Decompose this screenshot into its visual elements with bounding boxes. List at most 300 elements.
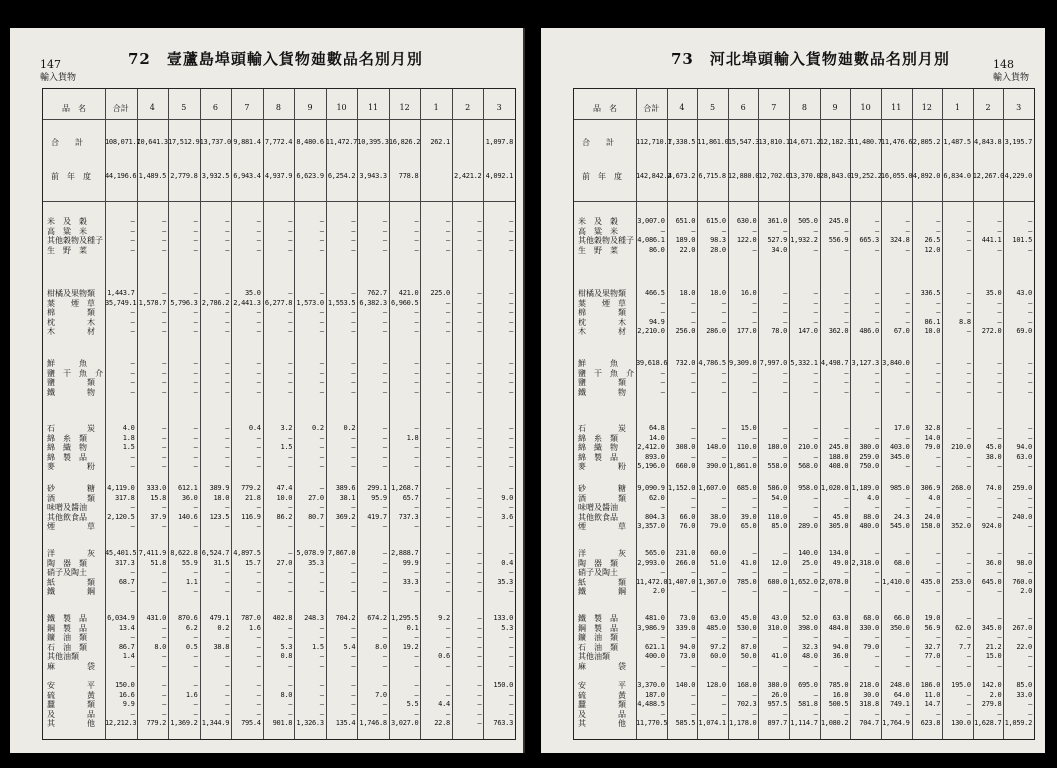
table-cell: 389.6 38.1 — 369.2 — <box>335 484 356 530</box>
table-cell: — — — — <box>130 217 135 254</box>
table-cell: — — 45.0 38.0 — <box>985 424 1002 470</box>
table-cell: 674.2 — — 8.0 — — <box>367 614 387 670</box>
table-cell: 140.0 25.0 — 1,652.0 — <box>790 549 818 595</box>
table-cell: — — — — <box>509 217 513 254</box>
table-cell: — — 308.0 — 660.0 <box>675 424 696 470</box>
table-cell: — — — — <box>256 359 261 396</box>
table-cell: 3,007.0 — 4,086.1 86.0 <box>637 217 665 254</box>
table-cell: — — — — — <box>477 681 482 727</box>
table-cell: — — 101.5 — <box>1012 217 1032 254</box>
page-number: 148 <box>993 58 1014 71</box>
table-cell: 1,152.0 — — 66.0 76.0 <box>667 484 696 530</box>
table-cell: — — — — <box>445 217 450 254</box>
table-cell: 45,401.5 317.3 — 68.7 — <box>105 549 137 595</box>
table-cell: 1,295.5 0.1 — 19.2 — — <box>390 614 419 670</box>
table-cell: 17,512.9 <box>168 138 200 146</box>
table-cell: — — 665.3 — <box>859 217 879 254</box>
table-cell: — — — — 67.0 <box>893 289 910 335</box>
table-cell: — — — — — <box>382 424 387 470</box>
table-cell: 985.0 — — 24.3 545.0 <box>889 484 910 530</box>
table-cell: 73.0 339.0 — 94.0 73.0 — <box>675 614 696 670</box>
table-cell: 1,489.5 <box>138 172 167 180</box>
table-cell: 7,997.0 — — — <box>759 359 788 396</box>
table-cell: 1,097.8 <box>485 138 513 146</box>
table-cell: 168.0 — 702.3 — 1,178.0 <box>729 681 757 727</box>
table-title: 73 河北埠頭輸入貨物廸數品名別月別 <box>671 50 950 68</box>
table-cell: 7,411.9 51.8 — — — <box>138 549 167 595</box>
table-cell: — — — — 779.2 <box>146 681 167 727</box>
table-cell: 651.0 — 189.0 22.0 <box>675 217 696 254</box>
row-label: 合 計 <box>51 138 83 147</box>
table-cell: — — — — — <box>477 424 482 470</box>
table-cell: 0.2 — — — — <box>343 424 356 470</box>
table-cell: — — — — <box>445 359 450 396</box>
table-cell: 85.0 33.0 — — 1,059.2 <box>1004 681 1032 727</box>
column-header: 10 <box>336 103 347 112</box>
table-cell: 306.9 4.0 — 24.0 158.0 <box>920 484 941 530</box>
column-header: 12 <box>399 103 410 112</box>
table-cell: — — 180.0 — 558.0 <box>767 424 788 470</box>
table-cell: — — 245.0 188.0 408.0 <box>828 424 849 470</box>
table-cell: 4,892.0 <box>912 172 941 180</box>
table-cell: 361.0 — 527.9 34.0 <box>767 217 788 254</box>
table-cell: 2,805.2 <box>912 138 941 146</box>
table-cell: 225.0 — — — — <box>430 289 450 335</box>
table-cell: — — 210.0 — 568.0 <box>798 424 818 470</box>
column-header: 3 <box>496 103 502 112</box>
table-cell: 762.7 6,382.3 — — — <box>359 289 387 335</box>
table-cell: 43.0 — — — 69.0 <box>1016 289 1032 335</box>
page-number: 147 <box>40 58 61 71</box>
table-cell: 4.0 1.8 1.5 — — <box>122 424 135 470</box>
table-cell: 19,252.2 <box>850 172 882 180</box>
table-cell: 66.0 350.0 — — — — <box>889 614 910 670</box>
table-cell: 11,861.0 <box>697 138 729 146</box>
header-rule <box>43 119 515 120</box>
table-cell: 39,618.6 — — — <box>636 359 668 396</box>
table-cell: — — — — <box>477 359 482 396</box>
table-cell: 6,524.7 31.5 — — — <box>201 549 230 595</box>
table-cell: 3,127.3 — — — <box>851 359 879 396</box>
group-labels: 石 炭 綿 糸 類 綿 織 物 綿 製 品 麥 粉 <box>578 424 626 471</box>
table-cell: 7,772.4 <box>264 138 293 146</box>
table-cell: 4,897.5 15.7 — — — <box>233 549 261 595</box>
table-cell: 17.0 — 403.0 345.0 — <box>889 424 910 470</box>
table-cell: 6,034.9 13.4 — 86.7 1.4 — <box>107 614 135 670</box>
table-cell: — — — — — <box>225 424 230 470</box>
row-label: 合 計 <box>582 138 614 147</box>
table-cell: — — — — <box>382 217 387 254</box>
group-labels: 洋 灰 陶 器 類 硝子及陶土 紙 類 鐵 鋼 <box>47 549 95 596</box>
column-header: 3 <box>1016 103 1022 112</box>
table-cell: 1,268.7 65.7 — 737.3 — <box>390 484 419 530</box>
section-label: 輸入貨物 <box>40 73 77 83</box>
table-cell: 4,498.7 — — — <box>820 359 849 396</box>
table-cell: 7,338.5 <box>667 138 696 146</box>
row-label: 前 年 度 <box>51 172 91 181</box>
table-cell: 615.0 — 98.3 28.0 <box>706 217 726 254</box>
table-cell: 142.0 2.0 279.8 — 1,628.7 <box>973 681 1002 727</box>
table-cell: 18.0 — — — 286.0 <box>706 289 726 335</box>
table-cell: — 0.4 — 35.3 — <box>497 549 513 595</box>
column-header: 7 <box>244 103 250 112</box>
table-cell: — — — — <box>288 359 293 396</box>
table-cell: 68.0 330.0 — 79.0 — — <box>859 614 879 670</box>
table-cell: 380.0 26.0 957.5 — 897.7 <box>767 681 788 727</box>
table-cell: — — — — <box>351 217 356 254</box>
table-cell: 3,943.3 <box>359 172 387 180</box>
table-cell: 28,843.0 <box>819 172 852 180</box>
table-cell: 5,078.9 35.3 — — — <box>296 549 324 595</box>
table-cell: 268.0 — — — 352.0 <box>951 484 971 530</box>
left-page <box>10 28 523 753</box>
row-label: 前 年 度 <box>582 172 622 181</box>
table-cell: — — — — — <box>162 424 167 470</box>
table-cell: 133.0 5.3 — — — — <box>493 614 513 670</box>
summary-rule <box>574 201 1034 202</box>
group-labels: 鮮 魚 鹽 干 魚 介 鹽 類 鐵 物 <box>578 359 634 397</box>
group-labels: 鮮 魚 鹽 干 魚 介 鹽 類 鐵 物 <box>47 359 103 397</box>
table-cell: — — — — — <box>445 424 450 470</box>
table-cell: 479.1 0.2 — 38.8 — — <box>209 614 230 670</box>
table-cell: — — — — — — <box>477 614 482 670</box>
table-cell: 128.0 — — — 1,074.1 <box>698 681 726 727</box>
group-labels: 米 及 穀 高 粱 米 其他穀物及種子 生 野 菜 <box>578 217 634 255</box>
table-cell: 6,943.4 <box>233 172 261 180</box>
table-cell: 44,196.6 <box>105 172 137 180</box>
table-cell: — — — — 486.0 <box>859 289 879 335</box>
table-cell: 6,254.2 <box>327 172 356 180</box>
table-cell: 16,055.0 <box>880 172 913 180</box>
table-cell: 218.0 30.0 318.8 — 704.7 <box>859 681 879 727</box>
table-cell: — — 5.5 — 3,027.0 <box>390 681 419 727</box>
table-cell: 505.0 — 1,932.2 — <box>790 217 818 254</box>
table-cell: 336.5 — — 86.1 10.0 <box>920 289 941 335</box>
column-header: 2 <box>465 103 471 112</box>
table-cell: 32.8 14.0 79.0 — — <box>924 424 941 470</box>
column-header: 5 <box>709 103 716 112</box>
table-cell: — — — — <box>193 217 198 254</box>
data-table <box>42 88 516 740</box>
table-cell: — 5,796.3 — — — <box>170 289 198 335</box>
group-labels: 柑橘及果物類 葉 煙 草 棉 類 枕 木 木 材 <box>578 289 626 336</box>
table-cell: 13,737.0 <box>199 138 231 146</box>
table-cell: — 27.0 — 80.7 — <box>308 484 324 530</box>
column-header: 5 <box>181 103 187 112</box>
group-labels: 砂 糖 酒 類 味噌及醬油 其他飲食品 煙 草 <box>47 484 95 531</box>
group-labels: 鐵 製 品 鋼 製 品 鑛 油 類 石 油 類 其他油類 麻 袋 <box>578 614 626 671</box>
table-cell: 134.0 49.0 — 2,078.0 — <box>820 549 849 595</box>
table-cell: 35.0 2,441.3 — — — <box>233 289 261 335</box>
table-cell: 2,421.2 <box>454 172 482 180</box>
group-labels: 砂 糖 酒 類 味噌及醬油 其他飲食品 煙 草 <box>578 484 626 531</box>
table-cell: — — — — <box>225 359 230 396</box>
table-cell: 4,786.5 — — — <box>698 359 726 396</box>
table-cell: — 12.0 — 680.0 — <box>767 549 788 595</box>
table-cell: — — — — 795.4 <box>241 681 261 727</box>
table-cell: — 1,553.5 — — — <box>327 289 356 335</box>
table-cell: — — — — 1,344.9 <box>201 681 230 727</box>
table-cell: — — 210.0 — — <box>951 424 971 470</box>
table-cell: 6,834.0 <box>943 172 971 180</box>
table-cell: 9.2 — — — 0.6 — <box>438 614 450 670</box>
column-header: 12 <box>921 103 932 112</box>
column-header: 合計 <box>643 104 660 113</box>
table-cell: 2,779.8 <box>170 172 198 180</box>
table-cell: 13,810.1 <box>758 138 790 146</box>
table-cell: 3,195.7 <box>1004 138 1032 146</box>
table-cell: — — — — <box>319 217 324 254</box>
table-cell: — — — — <box>477 217 482 254</box>
table-title: 72 壹蘆島埠頭輸入貨物廸數品名別月別 <box>128 50 423 68</box>
table-cell: 248.3 — — 1.5 — — <box>304 614 324 670</box>
table-cell: 5,332.1 — — — <box>790 359 818 396</box>
table-cell: — — — — — <box>445 549 450 595</box>
table-cell: — 6,277.8 — — — <box>264 289 293 335</box>
table-cell: — — 324.8 — <box>889 217 910 254</box>
table-cell: 4,937.9 <box>264 172 293 180</box>
table-cell: — — — — — <box>509 289 513 335</box>
table-cell: — 8.0 — — 901.8 <box>272 681 293 727</box>
table-cell: — — — — <box>382 359 387 396</box>
table-cell: 10,641.3 <box>136 138 168 146</box>
column-header-name: 品 名 <box>62 104 86 113</box>
table-cell: 565.0 2,993.0 — 11,472.0 2.0 <box>636 549 668 595</box>
table-cell: 704.2 — — 5.4 — — <box>335 614 356 670</box>
table-cell: — — 4.4 — 22.8 <box>434 681 450 727</box>
table-cell: 11,472.7 <box>325 138 358 146</box>
column-header: 10 <box>860 103 871 112</box>
table-cell: — — — — <box>225 217 230 254</box>
table-cell: 431.0 — — 8.0 — — <box>146 614 167 670</box>
table-cell: — — — — — <box>509 424 513 470</box>
table-cell: — — — — — <box>193 424 198 470</box>
table-cell: 481.0 3,986.9 — 621.1 400.0 — <box>637 614 665 670</box>
table-cell: — — — 8.8 — <box>959 289 971 335</box>
table-cell: — 62.0 — 7.7 — — <box>955 614 971 670</box>
table-cell: 52.0 398.0 — 32.3 48.0 — <box>798 614 818 670</box>
table-cell: 4,119.0 317.8 — 2,120.5 — <box>107 484 135 530</box>
column-header: 8 <box>275 103 281 112</box>
table-cell: 47.4 10.0 — 86.2 — <box>276 484 293 530</box>
table-cell: 14,671.2 <box>789 138 821 146</box>
table-cell: 402.8 — — 5.3 0.8 — <box>272 614 293 670</box>
column-header: 4 <box>679 103 685 112</box>
table-cell: — — — 435.0 — <box>920 549 941 595</box>
table-cell: 1,607.0 — — 38.0 79.0 <box>698 484 726 530</box>
table-cell: 1,487.5 <box>943 138 971 146</box>
table-cell: — — 441.1 — <box>981 217 1002 254</box>
table-cell: 333.0 15.8 — 37.9 — <box>146 484 167 530</box>
table-cell: 779.2 21.8 — 116.9 — <box>241 484 261 530</box>
table-cell: 231.0 266.0 — 1,407.0 — <box>667 549 696 595</box>
table-cell: — — — — <box>966 217 971 254</box>
group-labels: 安 平 硫 黃 蠶 類 及 品 其 他 <box>578 681 626 728</box>
table-cell: 150.0 — — — 763.3 <box>493 681 513 727</box>
table-cell: — — — — <box>256 217 261 254</box>
table-cell: 262.1 <box>430 138 450 146</box>
column-header: 9 <box>307 103 313 112</box>
table-cell: 12,880.0 <box>727 172 760 180</box>
table-cell: — — — — — <box>477 289 482 335</box>
column-header: 合計 <box>112 104 129 113</box>
table-cell: — 1,578.7 — — — <box>138 289 167 335</box>
table-cell: 685.0 — — 39.0 65.0 <box>736 484 757 530</box>
table-cell: 466.5 — — 94.9 2,210.0 <box>637 289 665 335</box>
table-cell: — — — — — <box>382 549 387 595</box>
table-cell: — — — — 135.4 <box>335 681 356 727</box>
table-cell: — — — — <box>966 359 971 396</box>
header-rule <box>574 119 1034 120</box>
table-cell: — — — — <box>162 217 167 254</box>
table-cell: 299.1 95.9 — 419.7 — <box>367 484 387 530</box>
table-cell: 16.0 — — — 177.0 <box>736 289 757 335</box>
table-cell: 785.0 16.0 500.5 — 1,080.2 <box>820 681 849 727</box>
table-cell: — 267.0 — 22.0 — — <box>1012 614 1032 670</box>
table-cell: 15.0 — 110.0 — 1,861.0 <box>729 424 757 470</box>
table-cell: 0.4 — — — — <box>248 424 261 470</box>
table-cell: 1,020.0 — — 45.0 305.0 <box>820 484 849 530</box>
table-cell: 112,710.1 <box>636 138 672 146</box>
table-cell: 35.0 — — — 272.0 <box>981 289 1002 335</box>
table-cell: 10,395.3 <box>357 138 389 146</box>
table-cell: 12,702.0 <box>758 172 790 180</box>
group-labels: 柑橘及果物類 葉 煙 草 棉 類 枕 木 木 材 <box>47 289 95 336</box>
column-header: 11 <box>891 103 902 112</box>
table-cell: — — — — <box>997 359 1002 396</box>
table-cell: 108,071.7 <box>105 138 141 146</box>
table-cell: — — — — <box>319 359 324 396</box>
table-cell: 63.0 484.0 — 94.0 36.0 — <box>828 614 849 670</box>
table-cell: 186.0 11.0 14.7 — 623.8 <box>920 681 941 727</box>
table-cell: — — — — <box>414 359 419 396</box>
column-header: 8 <box>801 103 807 112</box>
column-header: 6 <box>740 103 746 112</box>
table-cell: 1,443.7 35,749.1 — — — <box>105 289 137 335</box>
table-cell: 63.0 485.0 — 97.2 60.0 — <box>706 614 726 670</box>
table-cell: 15,547.3 <box>727 138 760 146</box>
table-cell: — 98.0 — 760.0 2.0 <box>1012 549 1032 595</box>
table-cell: 16,826.2 <box>388 138 421 146</box>
table-cell: 64.8 14.0 2,412.0 893.0 5,196.0 <box>637 424 665 470</box>
table-cell: — — — — — <box>477 484 482 530</box>
table-cell: 1,189.0 4.0 — 88.0 480.0 <box>851 484 879 530</box>
table-cell: 421.0 6,960.5 — — — <box>390 289 419 335</box>
column-header: 4 <box>149 103 155 112</box>
table-cell: — — 94.0 63.0 — <box>1016 424 1032 470</box>
table-cell: 4,092.1 <box>485 172 513 180</box>
table-cell: — — — — <box>130 359 135 396</box>
table-cell: 4,673.2 <box>667 172 696 180</box>
table-cell: 12,267.0 <box>972 172 1005 180</box>
table-cell: — 9.0 — 3.6 — <box>501 484 513 530</box>
table-cell: 732.0 — — — <box>675 359 696 396</box>
table-cell: 8,622.8 55.9 — 1.1 — <box>170 549 198 595</box>
table-cell: 3,370.0 187.0 4,488.5 — 11,770.5 <box>636 681 668 727</box>
table-cell: — 36.0 — 645.0 — <box>981 549 1002 595</box>
table-cell: 3,840.0 — — — <box>882 359 910 396</box>
table-cell: — — — — <box>351 359 356 396</box>
table-cell: 245.0 — 556.9 — <box>828 217 849 254</box>
table-cell: 6,715.8 <box>698 172 726 180</box>
table-cell: — 27.0 — — — <box>276 549 293 595</box>
table-cell: 3,932.5 <box>201 172 230 180</box>
table-cell: 18.0 — — — 256.0 <box>675 289 696 335</box>
table-cell: — — 380.0 259.0 750.0 <box>859 424 879 470</box>
data-table <box>573 88 1035 740</box>
table-cell: — — — — 147.0 <box>798 289 818 335</box>
table-cell: 140.0 — — — 585.5 <box>675 681 696 727</box>
table-cell: 870.6 6.2 — 0.5 — — <box>178 614 198 670</box>
column-header: 1 <box>433 103 439 112</box>
table-cell: — 7.0 — — 1,746.8 <box>359 681 387 727</box>
table-cell: — — — — <box>936 359 941 396</box>
table-cell: 787.0 1.6 — — — — <box>241 614 261 670</box>
column-header: 9 <box>832 103 838 112</box>
table-cell: 389.9 18.0 — 123.5 — <box>209 484 230 530</box>
table-cell: — 68.0 — 1,410.0 — <box>882 549 910 595</box>
table-cell: — — — — 362.0 <box>828 289 849 335</box>
table-cell: — — — — <box>162 359 167 396</box>
group-labels: 鐵 製 品 鋼 製 品 鑛 油 類 石 油 類 其他油類 麻 袋 <box>47 614 95 671</box>
table-cell: 0.2 — — — — <box>312 424 324 470</box>
table-cell: — 1.6 — — 1,369.2 <box>170 681 198 727</box>
group-labels: 米 及 穀 高 粱 米 其他穀物及種子 生 野 菜 <box>47 217 103 255</box>
table-cell: 74.0 — — — 924.0 <box>981 484 1002 530</box>
right-page <box>541 28 1045 753</box>
table-cell: — 1.8 — — — <box>406 424 419 470</box>
table-cell: — — — — 1,326.3 <box>296 681 324 727</box>
group-labels: 安 平 硫 黃 蠶 類 及 品 其 他 <box>47 681 95 728</box>
table-cell: 248.0 64.0 749.1 — 1,764.9 <box>882 681 910 727</box>
table-cell: — 41.0 — 785.0 — <box>736 549 757 595</box>
table-cell: 4,843.8 <box>973 138 1002 146</box>
table-cell: 586.0 54.0 — 110.0 85.0 <box>767 484 788 530</box>
table-cell: 4,229.0 <box>1004 172 1032 180</box>
table-cell: 8,480.6 <box>296 138 324 146</box>
table-cell: 150.0 16.6 9.9 — 12,212.3 <box>105 681 137 727</box>
table-cell: 2,888.7 99.9 — 33.3 — <box>390 549 419 595</box>
table-cell: 695.0 — 581.8 — 1,114.7 <box>790 681 818 727</box>
table-cell: 11,476.6 <box>880 138 913 146</box>
table-cell: — — — — <box>509 359 513 396</box>
table-cell: 6,623.9 <box>296 172 324 180</box>
table-cell: 612.1 36.0 — 140.6 — <box>178 484 198 530</box>
table-cell: 43.0 310.0 — — 41.0 — <box>767 614 788 670</box>
table-cell: 19.0 56.9 — 32.7 77.0 — <box>924 614 941 670</box>
table-cell: 7,867.0 — — — — <box>327 549 356 595</box>
table-cell: — 2,786.2 — — — <box>201 289 230 335</box>
table-cell: — 2,318.0 — — — <box>851 549 879 595</box>
table-cell: — 1,573.0 — — — <box>296 289 324 335</box>
table-cell: 60.0 51.0 — 1,367.0 — <box>698 549 726 595</box>
column-header: 2 <box>985 103 991 112</box>
table-cell: — — — — <box>288 217 293 254</box>
table-cell: — — 26.5 12.0 <box>924 217 941 254</box>
table-cell: 958.0 — — — 289.0 <box>798 484 818 530</box>
table-cell: 9,881.4 <box>233 138 261 146</box>
table-cell: 9,090.9 62.0 — 804.3 3,357.0 <box>637 484 665 530</box>
table-cell: 3.2 — 1.5 — — <box>280 424 293 470</box>
table-cell: 195.0 — — — 130.0 <box>951 681 971 727</box>
table-cell: — — — — <box>193 359 198 396</box>
table-cell: 142,842.2 <box>636 172 672 180</box>
table-cell: 11,480.7 <box>850 138 882 146</box>
table-cell: 45.0 530.0 — 87.0 50.0 — <box>736 614 757 670</box>
column-header: 7 <box>771 103 777 112</box>
column-header: 1 <box>954 103 960 112</box>
table-cell: — — — — — <box>477 549 482 595</box>
